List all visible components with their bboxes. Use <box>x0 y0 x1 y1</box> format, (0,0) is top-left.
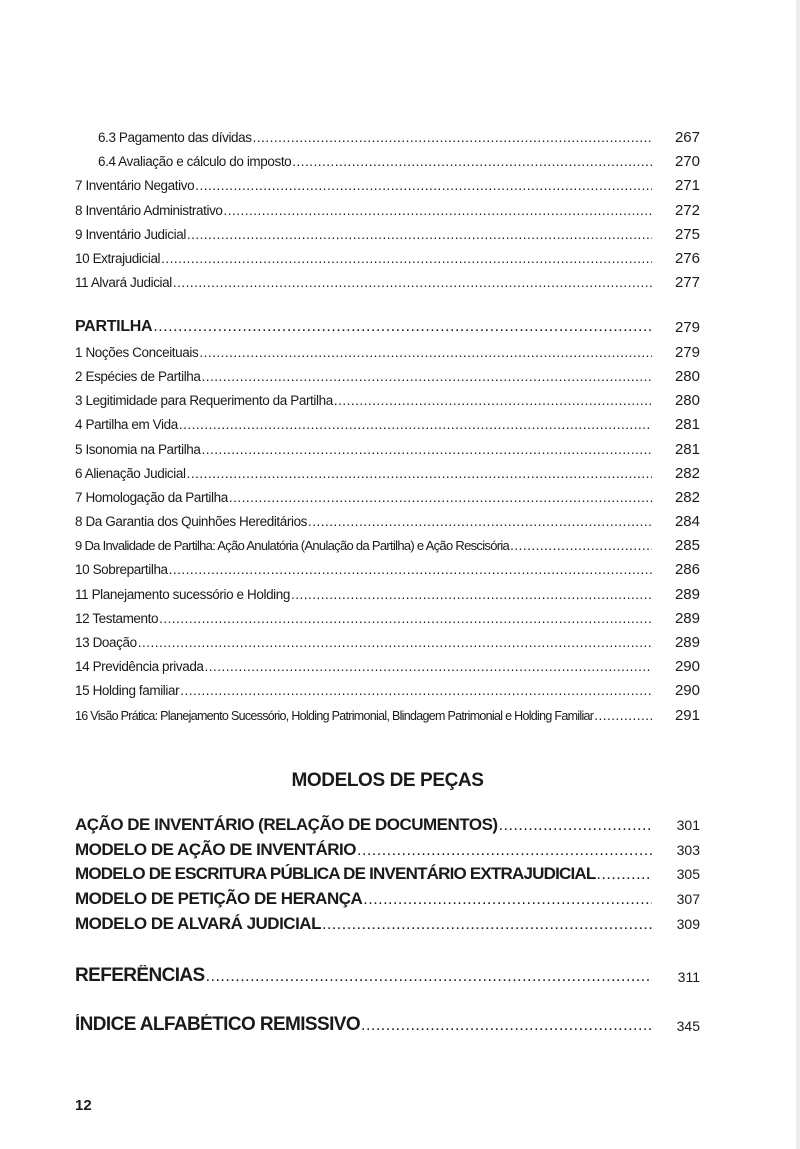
dot-leader <box>202 369 652 384</box>
toc-entry-page: 286 <box>674 561 700 578</box>
toc-entry-page: 280 <box>674 368 700 385</box>
dot-leader <box>363 891 652 909</box>
toc-entry[interactable] <box>75 345 652 360</box>
toc-model-title: MODELO DE PETIÇÃO DE HERANÇA <box>75 889 363 908</box>
dot-leader <box>594 708 652 723</box>
dot-leader <box>361 1017 652 1035</box>
dot-leader <box>224 203 652 218</box>
toc-entry-page: 289 <box>674 586 700 603</box>
toc-entry-page: 270 <box>674 153 700 170</box>
toc-entry-page: 285 <box>674 537 700 554</box>
section-title-modelos: MODELOS DE PEÇAS <box>291 770 484 791</box>
toc-model-title: MODELO DE AÇÃO DE INVENTÁRIO <box>75 840 356 859</box>
toc-entry-page: 271 <box>674 177 700 194</box>
toc-model-entry[interactable] <box>75 889 652 909</box>
toc-entry-page: 280 <box>674 392 700 409</box>
dot-leader <box>199 345 652 360</box>
toc-entry-page: 290 <box>674 682 700 699</box>
dot-leader <box>253 130 652 145</box>
toc-entry-title: 6.4 Avaliação e cálculo do imposto <box>98 154 292 169</box>
dot-leader <box>180 683 652 698</box>
toc-model-entry[interactable] <box>75 864 652 884</box>
toc-entry[interactable] <box>75 275 652 290</box>
page-edge-shadow <box>796 0 800 1149</box>
toc-entry[interactable] <box>75 369 652 384</box>
dot-leader <box>202 442 652 457</box>
toc-entry-title: 8 Inventário Administrativo <box>75 203 223 218</box>
dot-leader <box>169 562 652 577</box>
toc-entry[interactable] <box>75 611 652 626</box>
dot-leader <box>357 842 652 860</box>
dot-leader <box>161 251 652 266</box>
toc-entry-page: 281 <box>674 441 700 458</box>
toc-model-entry[interactable] <box>75 815 652 835</box>
toc-entry-title: 14 Previdência privada <box>75 659 204 674</box>
toc-entry-title: 4 Partilha em Vida <box>75 417 178 432</box>
toc-model-page: 307 <box>676 891 700 907</box>
toc-entry[interactable] <box>75 708 652 723</box>
toc-entry-page: 284 <box>674 513 700 530</box>
toc-model-page: 301 <box>676 817 700 833</box>
dot-leader <box>138 635 652 650</box>
dot-leader <box>206 968 652 986</box>
toc-entry[interactable] <box>75 393 652 408</box>
toc-entry-title: 8 Da Garantia dos Quinhões Hereditários <box>75 514 308 529</box>
toc-entry[interactable] <box>75 587 652 602</box>
toc-entry-page: 275 <box>674 226 700 243</box>
toc-entry[interactable] <box>75 466 652 481</box>
toc-entry-page: 276 <box>674 250 700 267</box>
toc-entry-page: 290 <box>674 658 700 675</box>
toc-entry[interactable] <box>75 562 652 577</box>
toc-entry-title: 6.3 Pagamento das dívidas <box>98 130 252 145</box>
toc-entry-title: 11 Planejamento sucessório e Holding <box>75 587 290 602</box>
dot-leader <box>499 817 652 835</box>
toc-entry-title: 5 Isonomia na Partilha <box>75 442 201 457</box>
toc-model-page: 303 <box>676 842 700 858</box>
dot-leader <box>291 587 652 602</box>
toc-entry[interactable] <box>75 659 652 674</box>
dot-leader <box>153 318 652 336</box>
toc-entry-title: 7 Inventário Negativo <box>75 178 195 193</box>
toc-entry-page: 277 <box>674 274 700 291</box>
toc-entry-title: 15 Holding familiar <box>75 683 180 698</box>
dot-leader <box>179 417 652 432</box>
toc-entry-title: 12 Testamento <box>75 611 159 626</box>
toc-entry-page: 279 <box>674 344 700 361</box>
toc-entry-title: 3 Legitimidade para Requerimento da Partilha <box>75 393 333 408</box>
toc-entry-title: 16 Visão Prática: Planejamento Sucessório, Holding Patrimonial, Blindagem Patrimonial e Holding Familiar <box>75 709 594 723</box>
toc-entry[interactable] <box>75 203 652 218</box>
toc-indice-title: ÍNDICE ALFABÉTICO REMISSIVO <box>75 1014 361 1035</box>
toc-heading-title: PARTILHA <box>75 318 153 335</box>
toc-model-page: 305 <box>676 866 700 882</box>
toc-entry[interactable] <box>75 227 652 242</box>
toc-referencias-page: 311 <box>677 969 700 985</box>
toc-entry[interactable] <box>75 417 652 432</box>
toc-model-title: AÇÃO DE INVENTÁRIO (RELAÇÃO DE DOCUMENTOS) <box>75 815 498 834</box>
dot-leader <box>195 178 652 193</box>
toc-entry-page: 272 <box>674 202 700 219</box>
toc-entry-title: 11 Alvará Judicial <box>75 275 172 290</box>
toc-entry-title: 13 Doação <box>75 635 137 650</box>
toc-entry-page: 289 <box>674 610 700 627</box>
toc-entry-title: 10 Extrajudicial <box>75 251 161 266</box>
toc-model-page: 309 <box>676 916 700 932</box>
toc-heading-page: 279 <box>674 319 700 336</box>
toc-indice-page: 345 <box>676 1018 700 1034</box>
dot-leader <box>597 866 653 884</box>
toc-entry[interactable] <box>75 178 652 193</box>
toc-entry[interactable] <box>75 442 652 457</box>
toc-entry-page: 282 <box>674 465 700 482</box>
toc-referencias[interactable] <box>75 965 652 987</box>
toc-entry-title: 1 Noções Conceituais <box>75 345 199 360</box>
toc-entry[interactable] <box>75 490 652 505</box>
toc-entry[interactable] <box>75 683 652 698</box>
dot-leader <box>322 916 652 934</box>
toc-referencias-title: REFERÊNCIAS <box>75 965 205 986</box>
dot-leader <box>308 514 652 529</box>
toc-model-title: MODELO DE ESCRITURA PÚBLICA DE INVENTÁRIO EXTRAJUDICIAL <box>75 864 596 883</box>
dot-leader <box>159 611 652 626</box>
dot-leader <box>187 466 652 481</box>
toc-entry-page: 267 <box>674 129 700 146</box>
toc-model-entry[interactable] <box>75 840 652 860</box>
toc-entry-title: 6 Alienação Judicial <box>75 466 186 481</box>
toc-entry[interactable] <box>75 538 652 553</box>
dot-leader <box>229 490 652 505</box>
dot-leader <box>292 154 652 169</box>
toc-entry-title: 9 Da Invalidade de Partilha: Ação Anulatória (Anulação da Partilha) e Ação Rescisória <box>75 538 510 553</box>
dot-leader <box>205 659 652 674</box>
toc-entry-page: 291 <box>674 707 700 724</box>
toc-model-entry[interactable] <box>75 914 652 934</box>
toc-indice[interactable] <box>75 1014 652 1036</box>
toc-entry-title: 9 Inventário Judicial <box>75 227 186 242</box>
toc-entry[interactable] <box>75 251 652 266</box>
toc-entry[interactable] <box>75 514 652 529</box>
toc-entry-page: 281 <box>674 416 700 433</box>
toc-entry[interactable] <box>98 154 652 169</box>
toc-entry-page: 289 <box>674 634 700 651</box>
toc-entry-title: 2 Espécies de Partilha <box>75 369 201 384</box>
toc-section-heading[interactable] <box>75 318 652 336</box>
dot-leader <box>510 538 652 553</box>
toc-entry-page: 282 <box>674 489 700 506</box>
toc-entry[interactable] <box>75 635 652 650</box>
toc-entry-title: 10 Sobrepartilha <box>75 562 168 577</box>
dot-leader <box>173 275 652 290</box>
dot-leader <box>187 227 652 242</box>
toc-entry[interactable] <box>98 130 652 145</box>
dot-leader <box>334 393 652 408</box>
toc-model-title: MODELO DE ALVARÁ JUDICIAL <box>75 914 321 933</box>
page-number: 12 <box>75 1097 92 1114</box>
toc-entry-title: 7 Homologação da Partilha <box>75 490 228 505</box>
